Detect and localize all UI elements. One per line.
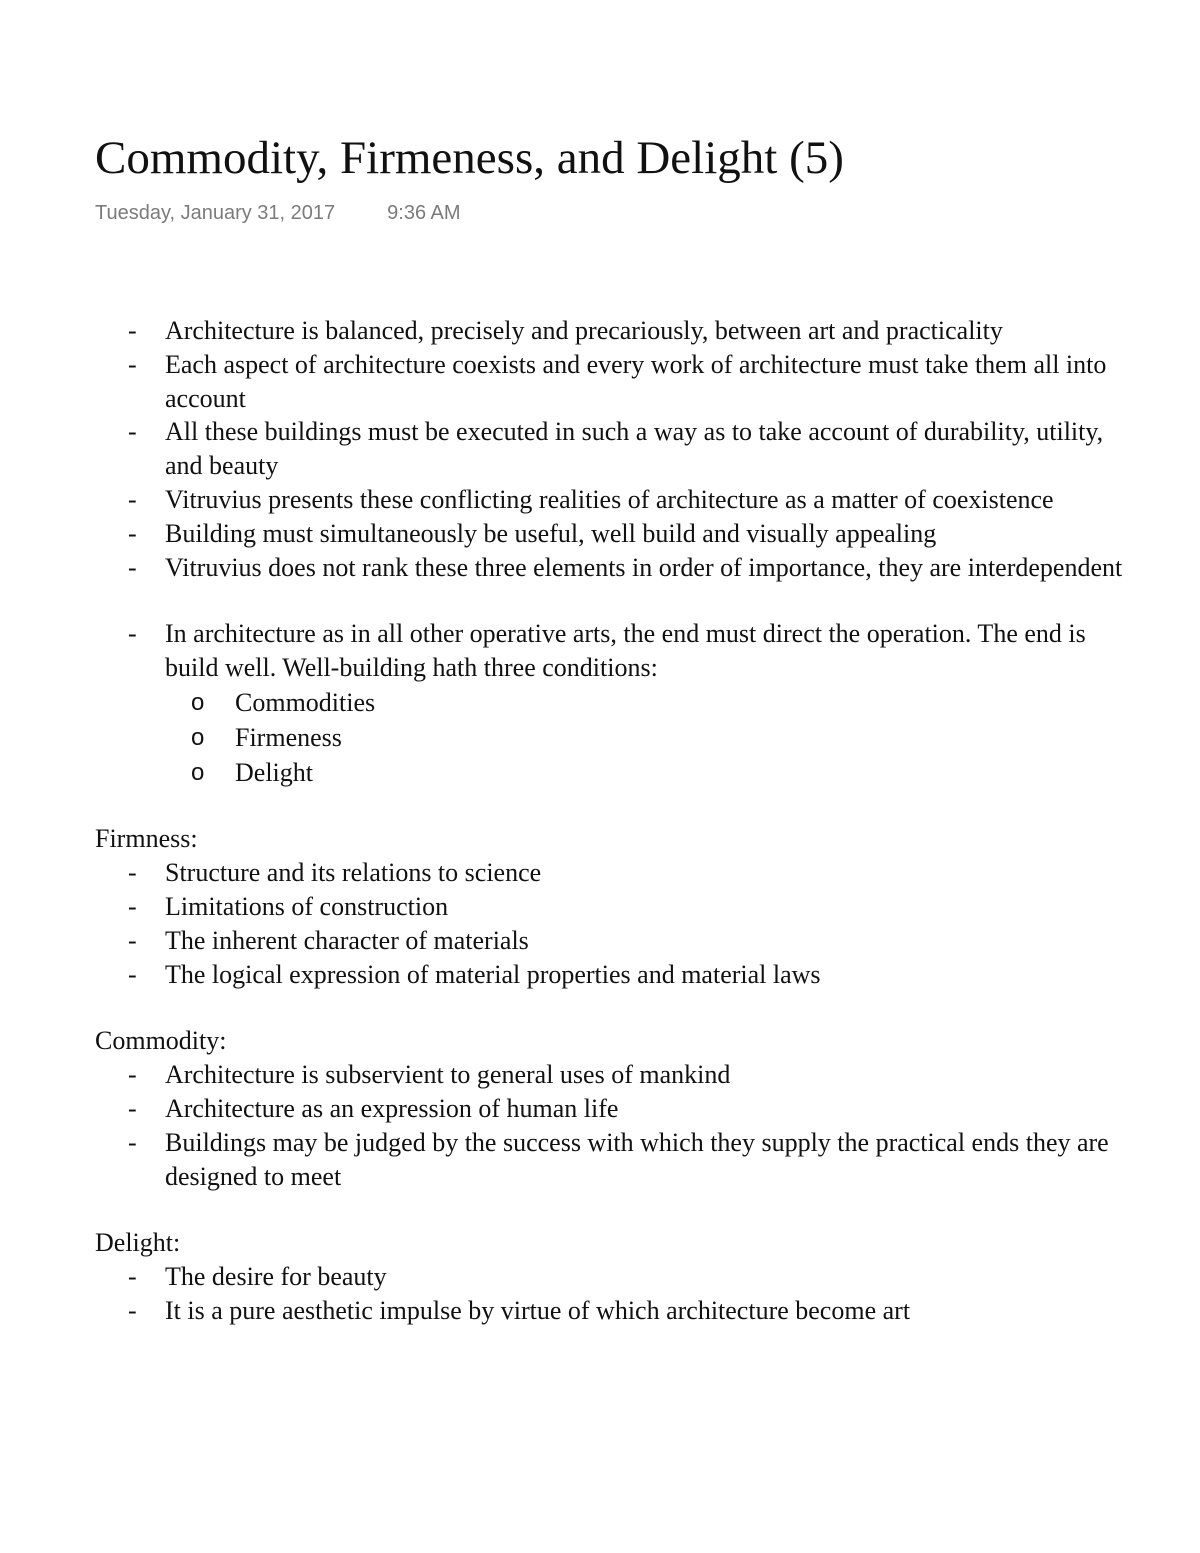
dash-marker: - [128, 959, 137, 989]
dash-marker: - [128, 891, 137, 921]
list-item [95, 890, 1135, 924]
spacer [95, 991, 1135, 1024]
dash-marker: - [128, 349, 137, 379]
note-date: Tuesday, January 31, 2017 [95, 202, 336, 224]
list-item [95, 1126, 1135, 1194]
dash-marker: - [128, 1295, 137, 1325]
list-item [95, 856, 1135, 890]
list-item [95, 924, 1135, 958]
dash-marker: - [128, 1262, 137, 1292]
spacer [95, 789, 1135, 822]
dash-marker: - [128, 1127, 137, 1157]
list-item [95, 958, 1135, 992]
list-item-text: It is a pure aesthetic impulse by virtue of which architecture become art [165, 1295, 911, 1325]
dash-marker: - [128, 316, 137, 345]
dash-marker: - [128, 417, 137, 447]
list-item-text: Building must simultaneously be useful, well build and visually appealing [165, 518, 937, 548]
sublist-item-text: Commodities [235, 687, 376, 717]
list-item-text: Architecture is subservient to general uses of mankind [165, 1060, 731, 1090]
list-item-text: Buildings may be judged by the success with which they supply the practical ends they are designed to meet [165, 1127, 1109, 1191]
list-item-text: Architecture as an expression of human life [165, 1093, 619, 1123]
dash-marker: - [128, 1093, 137, 1123]
list-item-text: Vitruvius does not rank these three elements in order of importance, they are interdependent [165, 552, 1123, 582]
circle-bullet-icon: o [191, 688, 205, 716]
dash-marker: - [128, 858, 137, 888]
sublist-item [165, 756, 1135, 790]
list-item-text: The logical expression of material properties and material laws [165, 959, 821, 989]
section-heading: Commodity: [95, 1026, 227, 1056]
section-heading: Delight: [95, 1228, 181, 1258]
dash-marker: - [128, 484, 137, 514]
list-item [95, 314, 1135, 348]
list-item [95, 1092, 1135, 1126]
list-item-text: In architecture as in all other operative arts, the end must direct the operation. The end is build well. Well-building hath three conditions: [165, 619, 1086, 683]
spacer [95, 1193, 1135, 1226]
list-item [95, 1058, 1135, 1092]
section-list [95, 1260, 1135, 1328]
section-list [95, 856, 1135, 991]
list-item-text: Each aspect of architecture coexists and every work of architecture must take them all into account [165, 349, 1107, 413]
circle-bullet-icon: o [191, 758, 205, 786]
section-heading: Firmness: [95, 824, 198, 854]
conditions-sublist [165, 686, 1135, 789]
section-delight [95, 1226, 1135, 1327]
dash-marker: - [128, 1060, 137, 1090]
list-item [95, 551, 1135, 585]
list-item [95, 348, 1135, 416]
spacer [95, 584, 1135, 617]
list-item-text: Vitruvius presents these conflicting realities of architecture as a matter of coexistence [165, 484, 1054, 514]
list-item-text: Limitations of construction [165, 891, 449, 921]
dash-marker: - [128, 552, 137, 582]
conditions-list [95, 617, 1135, 789]
section-firmness [95, 822, 1135, 991]
note-timestamp [95, 200, 461, 226]
list-item-text: The inherent character of materials [165, 925, 529, 955]
section-list [95, 1058, 1135, 1193]
list-item [95, 617, 1135, 789]
circle-bullet-icon: o [191, 723, 205, 751]
list-item-text: Architecture is balanced, precisely and precariously, between art and practicality [165, 316, 1003, 345]
list-item-text: Structure and its relations to science [165, 858, 542, 888]
section-commodity [95, 1024, 1135, 1193]
list-item [95, 517, 1135, 551]
sublist-item [165, 721, 1135, 755]
list-item-text: All these buildings must be executed in such a way as to take account of durability, utility, and beauty [165, 417, 1104, 481]
sublist-item-text: Delight [235, 757, 313, 787]
sublist-item-text: Firmeness [235, 722, 342, 752]
list-item [95, 415, 1135, 483]
list-item [95, 1294, 1135, 1328]
intro-list [95, 314, 1135, 584]
page-title: Commodity, Firmeness, and Delight (5) [95, 132, 844, 184]
list-item [95, 483, 1135, 517]
dash-marker: - [128, 619, 137, 649]
list-item-text: The desire for beauty [165, 1262, 387, 1292]
dash-marker: - [128, 518, 137, 548]
list-item [95, 1260, 1135, 1294]
note-time: 9:36 AM [387, 202, 461, 224]
dash-marker: - [128, 925, 137, 955]
note-body [95, 314, 1135, 1328]
sublist-item [165, 686, 1135, 720]
